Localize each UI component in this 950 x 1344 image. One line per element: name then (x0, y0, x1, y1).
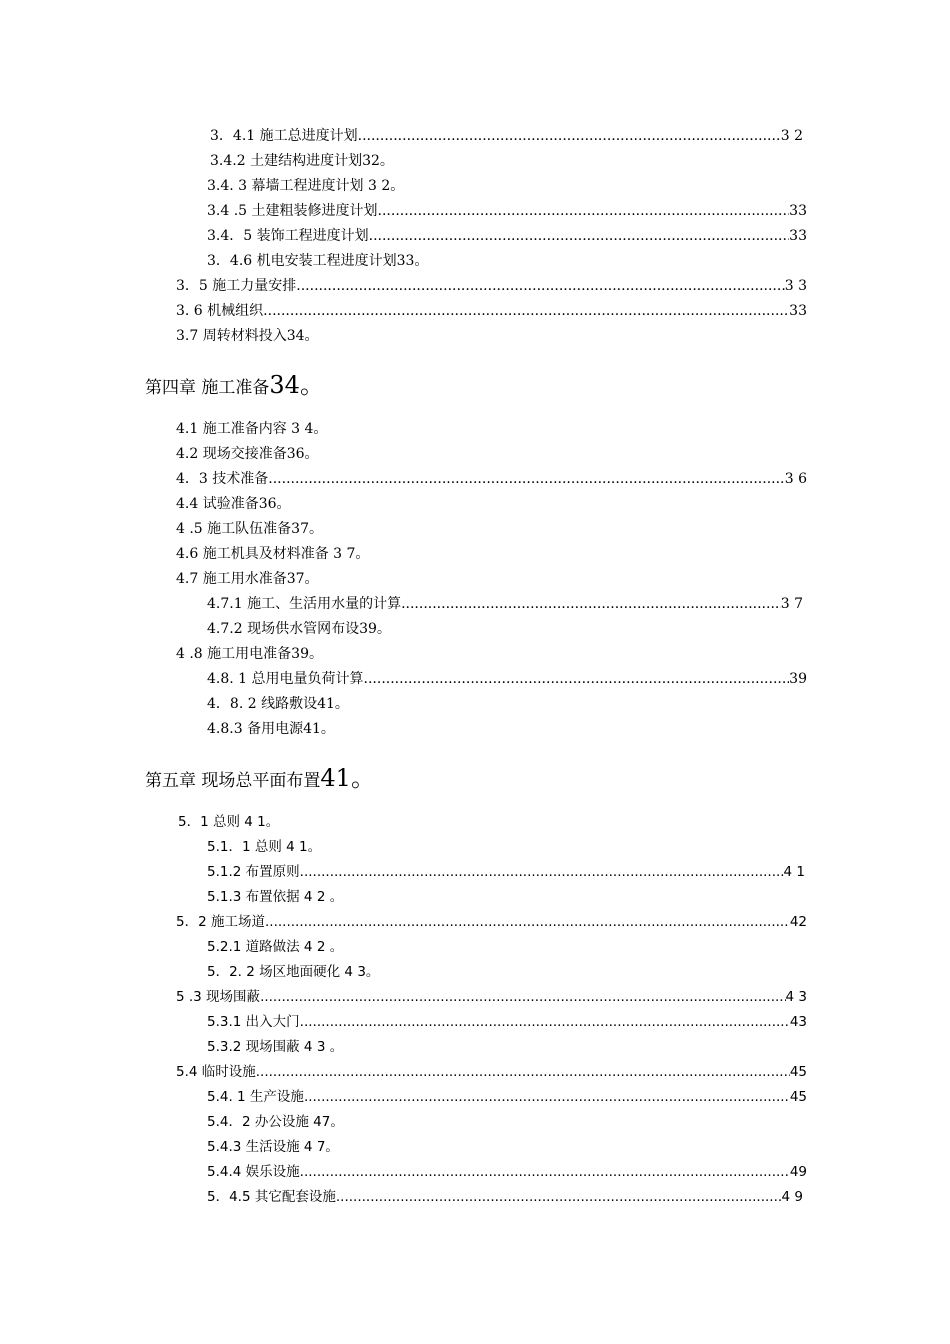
toc-entry-title: 5.4.3 生活设施 4 7。 (207, 1139, 339, 1155)
toc-entry-title: 3.7 周转材料投入34。 (176, 328, 319, 344)
toc-entry-title: 5.4. 1 生产设施 (207, 1089, 304, 1105)
toc-entry[interactable] (207, 225, 807, 247)
toc-entry[interactable] (178, 811, 279, 833)
toc-entry[interactable] (207, 886, 343, 908)
toc-entry[interactable] (210, 125, 803, 147)
toc-entry-title: 4.6 施工机具及材料准备 3 7。 (176, 546, 370, 562)
toc-entry-title: 4.8.3 备用电源41。 (207, 721, 335, 737)
leader-dots (256, 1061, 790, 1083)
toc-entry-page: 33 (789, 228, 807, 244)
toc-entry[interactable] (210, 150, 394, 172)
toc-entry[interactable] (207, 961, 379, 983)
toc-entry-title: 4 .8 施工用电准备39。 (176, 646, 323, 662)
toc-entry-page: 3 2 (780, 128, 803, 144)
toc-entry-title: 3.4 .5 土建粗装修进度计划 (207, 203, 378, 219)
toc-entry-page: 39 (789, 671, 807, 687)
toc-entry-page: 33 (789, 303, 807, 319)
toc-entry-title: 4.2 现场交接准备36。 (176, 446, 319, 462)
toc-entry[interactable] (176, 568, 319, 590)
toc-entry[interactable] (207, 175, 404, 197)
toc-entry-title: 4.8. 1 总用电量负荷计算 (207, 671, 364, 687)
toc-entry-title: 4 .5 施工队伍准备37。 (176, 521, 323, 537)
toc-entry-page: 33 (789, 203, 807, 219)
chapter-page: 34。 (269, 371, 324, 399)
toc-entry[interactable] (176, 275, 807, 297)
toc-entry[interactable] (176, 443, 319, 465)
toc-entry-title: 3.4．5 装饰工程进度计划 (207, 228, 369, 244)
toc-entry-title: 3.4. 3 幕墙工程进度计划 3 2。 (207, 178, 405, 194)
leader-dots (268, 468, 784, 490)
toc-entry-title: 5 .3 现场围蔽 (176, 989, 261, 1005)
chapter-heading[interactable] (145, 368, 324, 402)
toc-entry[interactable] (176, 325, 319, 347)
leader-dots (358, 125, 781, 147)
toc-entry-page: 43 (789, 1014, 807, 1030)
leader-dots (401, 593, 781, 615)
toc-entry-title: 4．8. 2 线路敷设41。 (207, 696, 349, 712)
toc-entry[interactable] (207, 1111, 344, 1133)
chapter-page: 41。 (320, 764, 375, 792)
toc-entry-title: 5.3.1 出入大门 (207, 1014, 300, 1030)
toc-entry[interactable] (207, 836, 321, 858)
toc-entry-title: 4.4 试验准备36。 (176, 496, 291, 512)
toc-entry-title: 4.7.1 施工、生活用水量的计算 (207, 596, 402, 612)
toc-entry[interactable] (207, 250, 428, 272)
toc-entry[interactable] (207, 1036, 343, 1058)
toc-entry[interactable] (207, 936, 343, 958)
toc-entry[interactable] (207, 618, 391, 640)
toc-entry-title: 3．4.6 机电安装工程进度计划33。 (207, 253, 429, 269)
toc-entry[interactable] (207, 1186, 803, 1208)
leader-dots (265, 911, 790, 933)
toc-entry[interactable] (176, 300, 807, 322)
toc-entry-page: 4 3 (785, 989, 807, 1005)
toc-entry-title: 5.1．1 总则 4 1。 (207, 839, 322, 855)
toc-entry-title: 5．1 总则 4 1。 (178, 814, 280, 830)
toc-entry[interactable] (207, 1086, 807, 1108)
chapter-title: 第四章 施工准备 (145, 378, 270, 398)
chapter-heading[interactable] (145, 761, 375, 795)
toc-entry-title: 5．2. 2 场区地面硬化 4 3。 (207, 964, 380, 980)
toc-entry[interactable] (176, 468, 807, 490)
toc-entry[interactable] (176, 543, 369, 565)
leader-dots (364, 668, 790, 690)
toc-entry-title: 5.1.3 布置依据 4 2 。 (207, 889, 344, 905)
leader-dots (378, 200, 790, 222)
toc-entry-title: 5.4 临时设施 (176, 1064, 256, 1080)
toc-entry-page: 42 (789, 914, 807, 930)
leader-dots (300, 1011, 790, 1033)
toc-entry-page: 3 7 (780, 596, 803, 612)
toc-entry[interactable] (176, 986, 807, 1008)
toc-entry-title: 5．2 施工场道 (176, 914, 265, 930)
toc-entry-title: 3．4.1 施工总进度计划 (210, 128, 358, 144)
leader-dots (304, 1086, 790, 1108)
toc-entry[interactable] (207, 200, 807, 222)
leader-dots (336, 1186, 782, 1208)
toc-entry-page: 45 (789, 1089, 807, 1105)
leader-dots (300, 1161, 790, 1183)
toc-entry-title: 5．4.5 其它配套设施 (207, 1189, 336, 1205)
leader-dots (263, 300, 789, 322)
toc-entry-title: 4.7 施工用水准备37。 (176, 571, 319, 587)
toc-entry[interactable] (176, 911, 807, 933)
chapter-title: 第五章 现场总平面布置 (145, 771, 321, 791)
leader-dots (369, 225, 790, 247)
toc-entry-page: 3 6 (784, 471, 807, 487)
toc-entry-title: 4．3 技术准备 (176, 471, 269, 487)
toc-entry[interactable] (176, 643, 323, 665)
toc-entry[interactable] (207, 718, 335, 740)
toc-entry[interactable] (207, 693, 349, 715)
toc-entry[interactable] (176, 493, 291, 515)
toc-entry[interactable] (207, 1161, 807, 1183)
toc-entry[interactable] (207, 593, 803, 615)
leader-dots (296, 275, 784, 297)
toc-entry-page: 4 9 (781, 1189, 803, 1205)
toc-entry-page: 45 (789, 1064, 807, 1080)
toc-entry-title: 5.3.2 现场围蔽 4 3 。 (207, 1039, 344, 1055)
toc-entry[interactable] (176, 518, 323, 540)
toc-entry-title: 5.1.2 布置原则 (207, 864, 300, 880)
toc-entry[interactable] (176, 418, 327, 440)
leader-dots (300, 861, 784, 883)
toc-entry-title: 3. 6 机械组织 (176, 303, 264, 319)
toc-entry-page: 49 (789, 1164, 807, 1180)
toc-entry-title: 5.2.1 道路做法 4 2 。 (207, 939, 344, 955)
leader-dots (260, 986, 785, 1008)
toc-entry-title: 4.7.2 现场供水管网布设39。 (207, 621, 391, 637)
toc-entry[interactable] (207, 1136, 339, 1158)
toc-entry-page: 4 1 (783, 864, 805, 880)
toc-entry[interactable] (207, 861, 805, 883)
toc-entry-title: 5.4．2 办公设施 47。 (207, 1114, 344, 1130)
toc-entry-title: 3．5 施工力量安排 (176, 278, 297, 294)
toc-entry-title: 5.4.4 娱乐设施 (207, 1164, 300, 1180)
toc-entry[interactable] (207, 668, 807, 690)
toc-entry-title: 3.4.2 土建结构进度计划32。 (210, 153, 394, 169)
toc-entry[interactable] (207, 1011, 807, 1033)
toc-entry-title: 4.1 施工准备内容 3 4。 (176, 421, 328, 437)
toc-entry[interactable] (176, 1061, 807, 1083)
toc-entry-page: 3 3 (784, 278, 807, 294)
